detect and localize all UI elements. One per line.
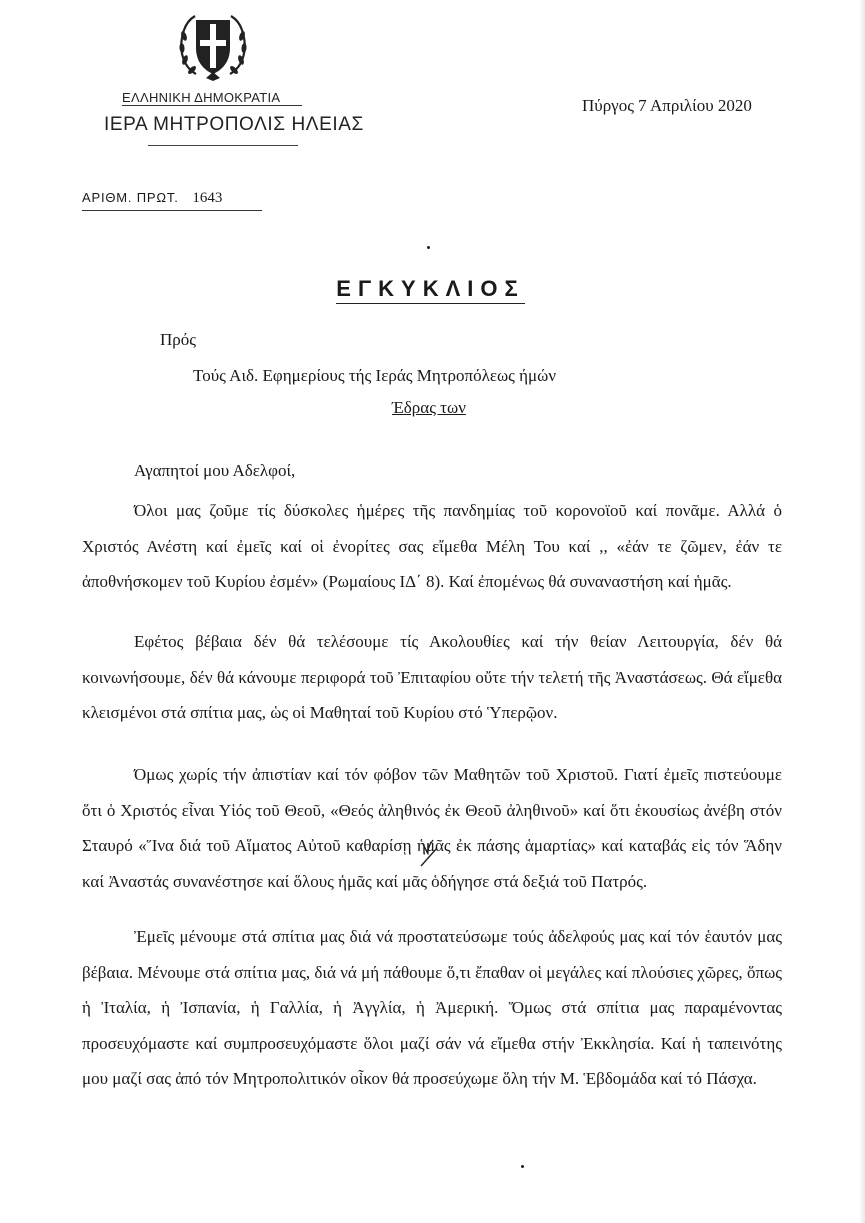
- authority-line-republic: ΕΛΛΗΝΙΚΗ ΔΗΜΟΚΡΑΤΙΑ: [122, 90, 281, 105]
- handwritten-correction-mark: [417, 838, 445, 868]
- scan-speck: [427, 246, 430, 249]
- body-paragraph: [82, 624, 782, 731]
- authority-divider: [148, 145, 298, 146]
- salutation: Αγαπητοί μου Αδελφοί,: [134, 461, 296, 480]
- paragraph-text: Όμως χωρίς τήν ἀπιστίαν καί τόν φόβον τῶν Μαθητῶν τοῦ Χριστοῦ. Γιατί ἐμεῖς πιστεύουμε ὅτι ὁ Χριστός εἶναι Υἱός τοῦ Θεοῦ, «Θεός ἀληθινός ἐκ Θεοῦ ἀληθινοῦ» καί ὅτι ἑκουσίως ἀνέβη στόν Σταυρό «Ἵνα διά τοῦ Αἵματος Αὐτοῦ καθαρίσῃ ἡμᾶς ἐκ πάσης ἁμαρτίας» καί καταβάς εἰς τόν Ἅδην καί Ἀναστάς συνανέστησε καί ὅλους ἡμᾶς καί μᾶς ὁδήγησε στά δεξιά τοῦ Πατρός.: [82, 765, 782, 891]
- protocol-number-line: [82, 190, 222, 207]
- protocol-number: 1643: [192, 190, 223, 206]
- document-title: ΕΓΚΥΚΛΙΟΣ: [336, 276, 524, 304]
- scan-speck: [521, 1165, 524, 1168]
- authority-underline: [122, 105, 302, 106]
- body-paragraph: [82, 919, 782, 1097]
- paragraph-text: Εφέτος βέβαια δέν θά τελέσουμε τίς Ακολουθίες καί τήν θείαν Λειτουργία, δέν θά κοινωνήσουμε, δέν θά κάνουμε περιφορά τοῦ Ἐπιταφίου οὔτε τήν τελετή τῆς Ἀναστάσεως. Θά εἴμεθα κλεισμένοι στά σπίτια μας, ὡς οἱ Μαθηταί τοῦ Κυρίου στό Ὑπερῷον.: [82, 632, 782, 722]
- authority-line-metropolis: ΙΕΡΑ ΜΗΤΡΟΠΟΛΙΣ ΗΛΕΙΑΣ: [104, 114, 364, 135]
- greek-coat-of-arms-icon: [176, 8, 250, 84]
- addressee-seat: Έδρας των: [392, 398, 466, 417]
- body-paragraph: [82, 757, 782, 899]
- protocol-label: ΑΡΙΘΜ. ΠΡΩΤ.: [82, 190, 179, 205]
- scan-edge: [859, 0, 865, 1223]
- addressee-recipients: Τούς Αιδ. Εφημερίους τής Ιεράς Μητροπόλεως ήμών: [193, 366, 557, 385]
- paragraph-text: Όλοι μας ζοῦμε τίς δύσκολες ἡμέρες τῆς πανδημίας τοῦ κορονοϊοῦ καί πονᾶμε. Αλλά ὁ Χριστός Ανέστη καί ἐμεῖς καί οἱ ἐνορίτες σας εἴμεθα Μέλη Του καί ,, «ἐάν τε ζῶμεν, ἐάν τε ἀποθνήσκομεν τοῦ Κυρίου ἐσμέν» (Ρωμαίους ΙΔ΄ 8). Καί ἐπομένως θά συναναστήση καί ἡμᾶς.: [82, 501, 782, 591]
- document-title-row: [0, 276, 865, 304]
- place-date: Πύργος 7 Απριλίου 2020: [582, 96, 752, 115]
- paragraph-text: Ἐμεῖς μένουμε στά σπίτια μας διά νά προστατεύσωμε τούς ἀδελφούς μας καί τόν ἑαυτόν μας βέβαια. Μένουμε στά σπίτια μας, διά νά μή πάθουμε ὅ,τι ἔπαθαν οἱ μεγάλες καί πλούσιες χῶρες, ὅπως ἡ Ἰταλία, ἡ Ἰσπανία, ἡ Γαλλία, ἡ Ἀγγλία, ἡ Ἀμερική. Ὅμως στά σπίτια μας παραμένοντας προσευχόμαστε καί συμπροσευχόμαστε ὅλοι μαζί σάν νά εἴμεθα στήν Ἐκκλησία. Καί ἡ ταπεινότης μου μαζί σας ἀπό τόν Μητροπολιτικόν οἶκον θά προσεύχωμε ὅλη τήν Μ. Ἑβδομάδα καί τό Πάσχα.: [82, 927, 782, 1088]
- addressee-label: Πρός: [160, 330, 196, 349]
- protocol-underline: [82, 210, 262, 211]
- body-paragraph: [82, 493, 782, 600]
